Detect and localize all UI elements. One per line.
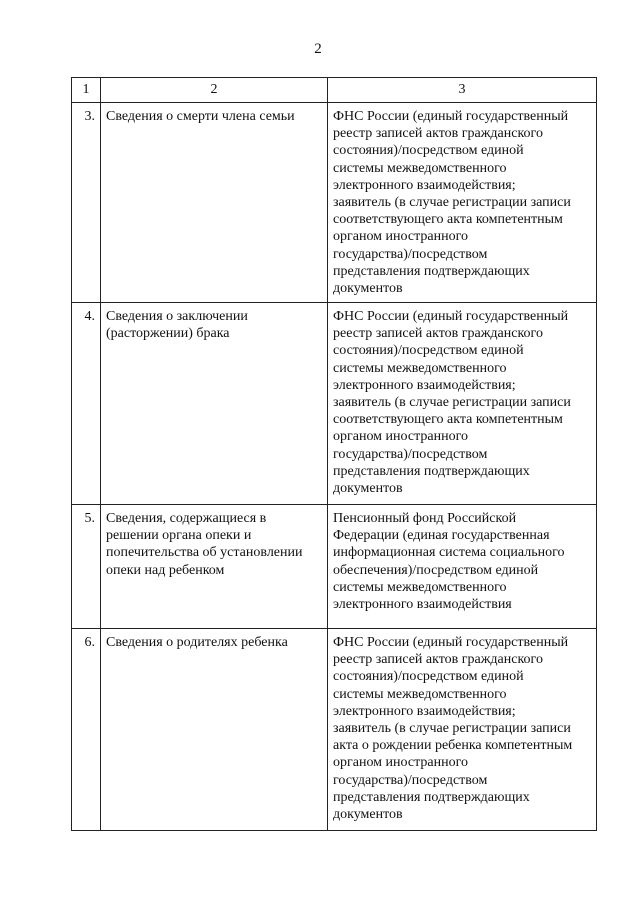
table-row [72,505,597,629]
information-cell [101,629,328,831]
source-line: документов [333,281,403,297]
row-number: 3. [72,103,101,303]
information-line: Сведения о заключении [106,309,248,324]
source-line: состояния)/посредством единой [333,669,524,685]
information-line: попечительства об установлении [106,545,303,561]
column-header-source: 3 [328,78,597,103]
information-line: (расторжении) брака [106,326,230,342]
source-line: реестр записей актов гражданского [333,126,543,142]
source-line: электронного взаимодействия; [333,377,516,393]
source-line: информационная система социального [333,545,565,561]
source-line: акта о рождении ребенка компетентным [333,738,573,754]
column-header-information: 2 [101,78,328,103]
source-line: заявитель (в случае регистрации записи [333,721,571,737]
source-line: государства)/посредством [333,246,488,262]
information-line: решении органа опеки и [106,528,252,544]
source-line: системы межведомственного [333,579,507,595]
source-line: реестр записей актов гражданского [333,652,543,668]
source-line: системы межведомственного [333,686,507,702]
table-row [72,629,597,831]
source-line: электронного взаимодействия; [333,703,516,719]
source-line: органом иностранного [333,429,468,445]
column-header-number: 1 [72,78,101,103]
page-number: 2 [314,41,322,57]
source-line: состояния)/посредством единой [333,343,524,359]
source-line: электронного взаимодействия [333,597,512,613]
source-line: органом иностранного [333,229,468,245]
source-line: документов [333,807,403,823]
source-line: государства)/посредством [333,772,488,788]
source-cell [328,629,597,831]
source-line: представления подтверждающих [333,789,530,805]
source-line: заявитель (в случае регистрации записи [333,195,571,211]
information-line: Сведения о родителях ребенка [106,635,288,650]
row-number: 4. [72,303,101,505]
source-line: представления подтверждающих [333,263,530,279]
information-line: Сведения о смерти члена семьи [106,109,295,124]
source-line: органом иностранного [333,755,468,771]
source-cell [328,303,597,505]
source-line: ФНС России (единый государственный [333,109,569,124]
source-line: состояния)/посредством единой [333,143,524,159]
source-line: Пенсионный фонд Российской [333,511,517,526]
source-line: ФНС России (единый государственный [333,635,569,650]
source-line: электронного взаимодействия; [333,177,516,193]
table-header-row [72,78,597,103]
information-cell [101,505,328,629]
source-line: соответствующего акта компетентным [333,412,563,428]
document-table [71,77,597,831]
source-line: реестр записей актов гражданского [333,326,543,342]
source-line: обеспечения)/посредством единой [333,562,539,578]
information-line: опеки над ребенком [106,562,225,578]
source-line: системы межведомственного [333,360,507,376]
information-cell [101,103,328,303]
information-line: Сведения, содержащиеся в [106,511,267,526]
source-line: представления подтверждающих [333,463,530,479]
table-row [72,103,597,303]
source-line: системы межведомственного [333,160,507,176]
source-line: соответствующего акта компетентным [333,212,563,228]
source-line: ФНС России (единый государственный [333,309,569,324]
information-cell [101,303,328,505]
source-line: Федерации (единая государственная [333,528,550,544]
row-number: 6. [72,629,101,831]
source-line: государства)/посредством [333,446,488,462]
source-line: заявитель (в случае регистрации записи [333,395,571,411]
source-line: документов [333,481,403,497]
source-cell [328,103,597,303]
source-cell [328,505,597,629]
table-row [72,303,597,505]
row-number: 5. [72,505,101,629]
